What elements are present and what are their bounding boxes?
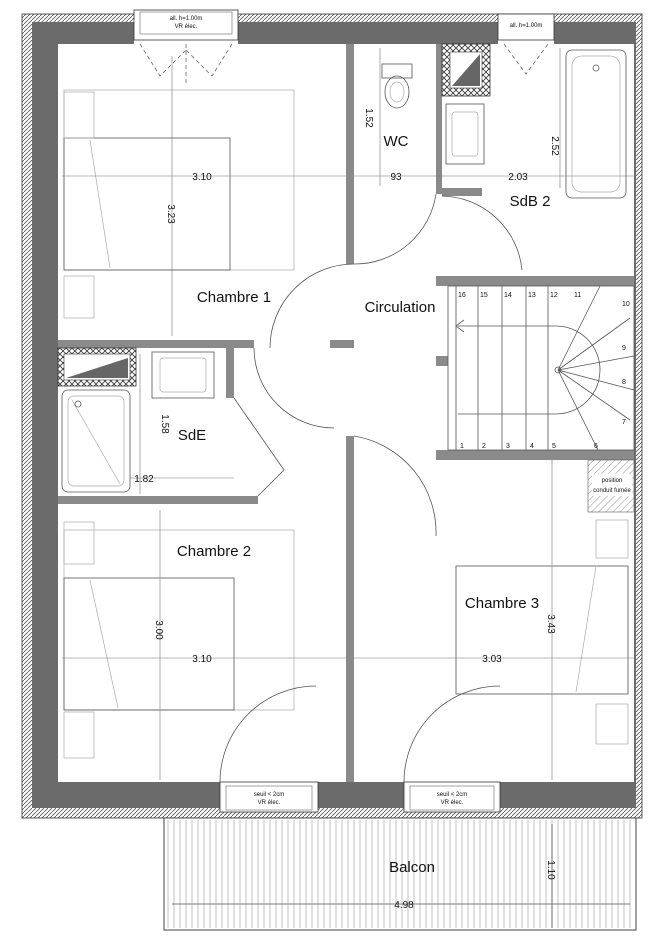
stair-step-number: 15 bbox=[480, 292, 488, 299]
dim-ch1-width: 3.10 bbox=[192, 172, 212, 183]
flue-position bbox=[588, 460, 634, 512]
stair-step-number: 8 bbox=[622, 379, 626, 386]
stair-step-number: 7 bbox=[622, 419, 626, 426]
dim-balcon-depth: 1.10 bbox=[545, 860, 556, 880]
stair-step-number: 3 bbox=[506, 443, 510, 450]
room-label-chambre-3: Chambre 3 bbox=[464, 595, 540, 612]
duct-shaft-sde bbox=[58, 348, 136, 386]
room-label-sde: SdE bbox=[177, 427, 207, 444]
room-label-circulation: Circulation bbox=[364, 299, 436, 316]
dim-ch2-depth: 3.00 bbox=[153, 620, 164, 640]
duct-shaft-top bbox=[442, 44, 490, 96]
window-note: VR élec. bbox=[174, 24, 198, 30]
dim-sde-depth: 1.58 bbox=[159, 414, 170, 434]
dim-ch1-depth: 3.23 bbox=[165, 204, 176, 224]
dim-wc-depth: 1.52 bbox=[363, 108, 374, 128]
stair-step-number: 11 bbox=[574, 292, 582, 299]
dim-ch2-width: 3.10 bbox=[192, 654, 212, 665]
window-bottom-right bbox=[404, 782, 500, 812]
window-note: VR élec. bbox=[440, 800, 464, 806]
dim-sde-width: 1.82 bbox=[134, 474, 154, 485]
dim-sdb2-width: 2.03 bbox=[508, 172, 528, 183]
dim-ch3-depth: 3.43 bbox=[545, 614, 556, 634]
stair-step-number: 16 bbox=[458, 292, 466, 299]
window-note: VR élec. bbox=[257, 800, 281, 806]
flue-note: conduit fumée bbox=[593, 488, 631, 494]
window-bottom-left bbox=[220, 782, 318, 812]
dim-wc-width: 93 bbox=[390, 172, 402, 183]
stair-step-number: 5 bbox=[552, 443, 556, 450]
dim-sdb2-depth: 2.52 bbox=[549, 136, 560, 156]
window-note: all. h=1.00m bbox=[509, 23, 543, 29]
window-note: all. h=1.00m bbox=[169, 16, 203, 22]
stair-step-number: 12 bbox=[550, 292, 558, 299]
room-label-wc: WC bbox=[383, 133, 409, 150]
dim-balcon-width: 4.98 bbox=[394, 900, 414, 911]
room-label-chambre-1: Chambre 1 bbox=[196, 289, 272, 306]
stair-step-number: 14 bbox=[504, 292, 512, 299]
stair-step-number: 10 bbox=[622, 301, 630, 308]
flue-note: position bbox=[601, 478, 623, 484]
stair-step-number: 9 bbox=[622, 345, 626, 352]
stair-step-number: 2 bbox=[482, 443, 486, 450]
stair-step-number: 6 bbox=[594, 443, 598, 450]
room-label-balcon: Balcon bbox=[389, 859, 435, 876]
stair-step-number: 13 bbox=[528, 292, 536, 299]
window-note: seuil < 2cm bbox=[436, 792, 468, 798]
stair-step-number: 4 bbox=[530, 443, 534, 450]
room-label-sdb2: SdB 2 bbox=[509, 193, 551, 210]
stair-step-number: 1 bbox=[460, 443, 464, 450]
dim-ch3-width: 3.03 bbox=[482, 654, 502, 665]
window-note: seuil < 2cm bbox=[253, 792, 285, 798]
room-label-chambre-2: Chambre 2 bbox=[176, 543, 252, 560]
